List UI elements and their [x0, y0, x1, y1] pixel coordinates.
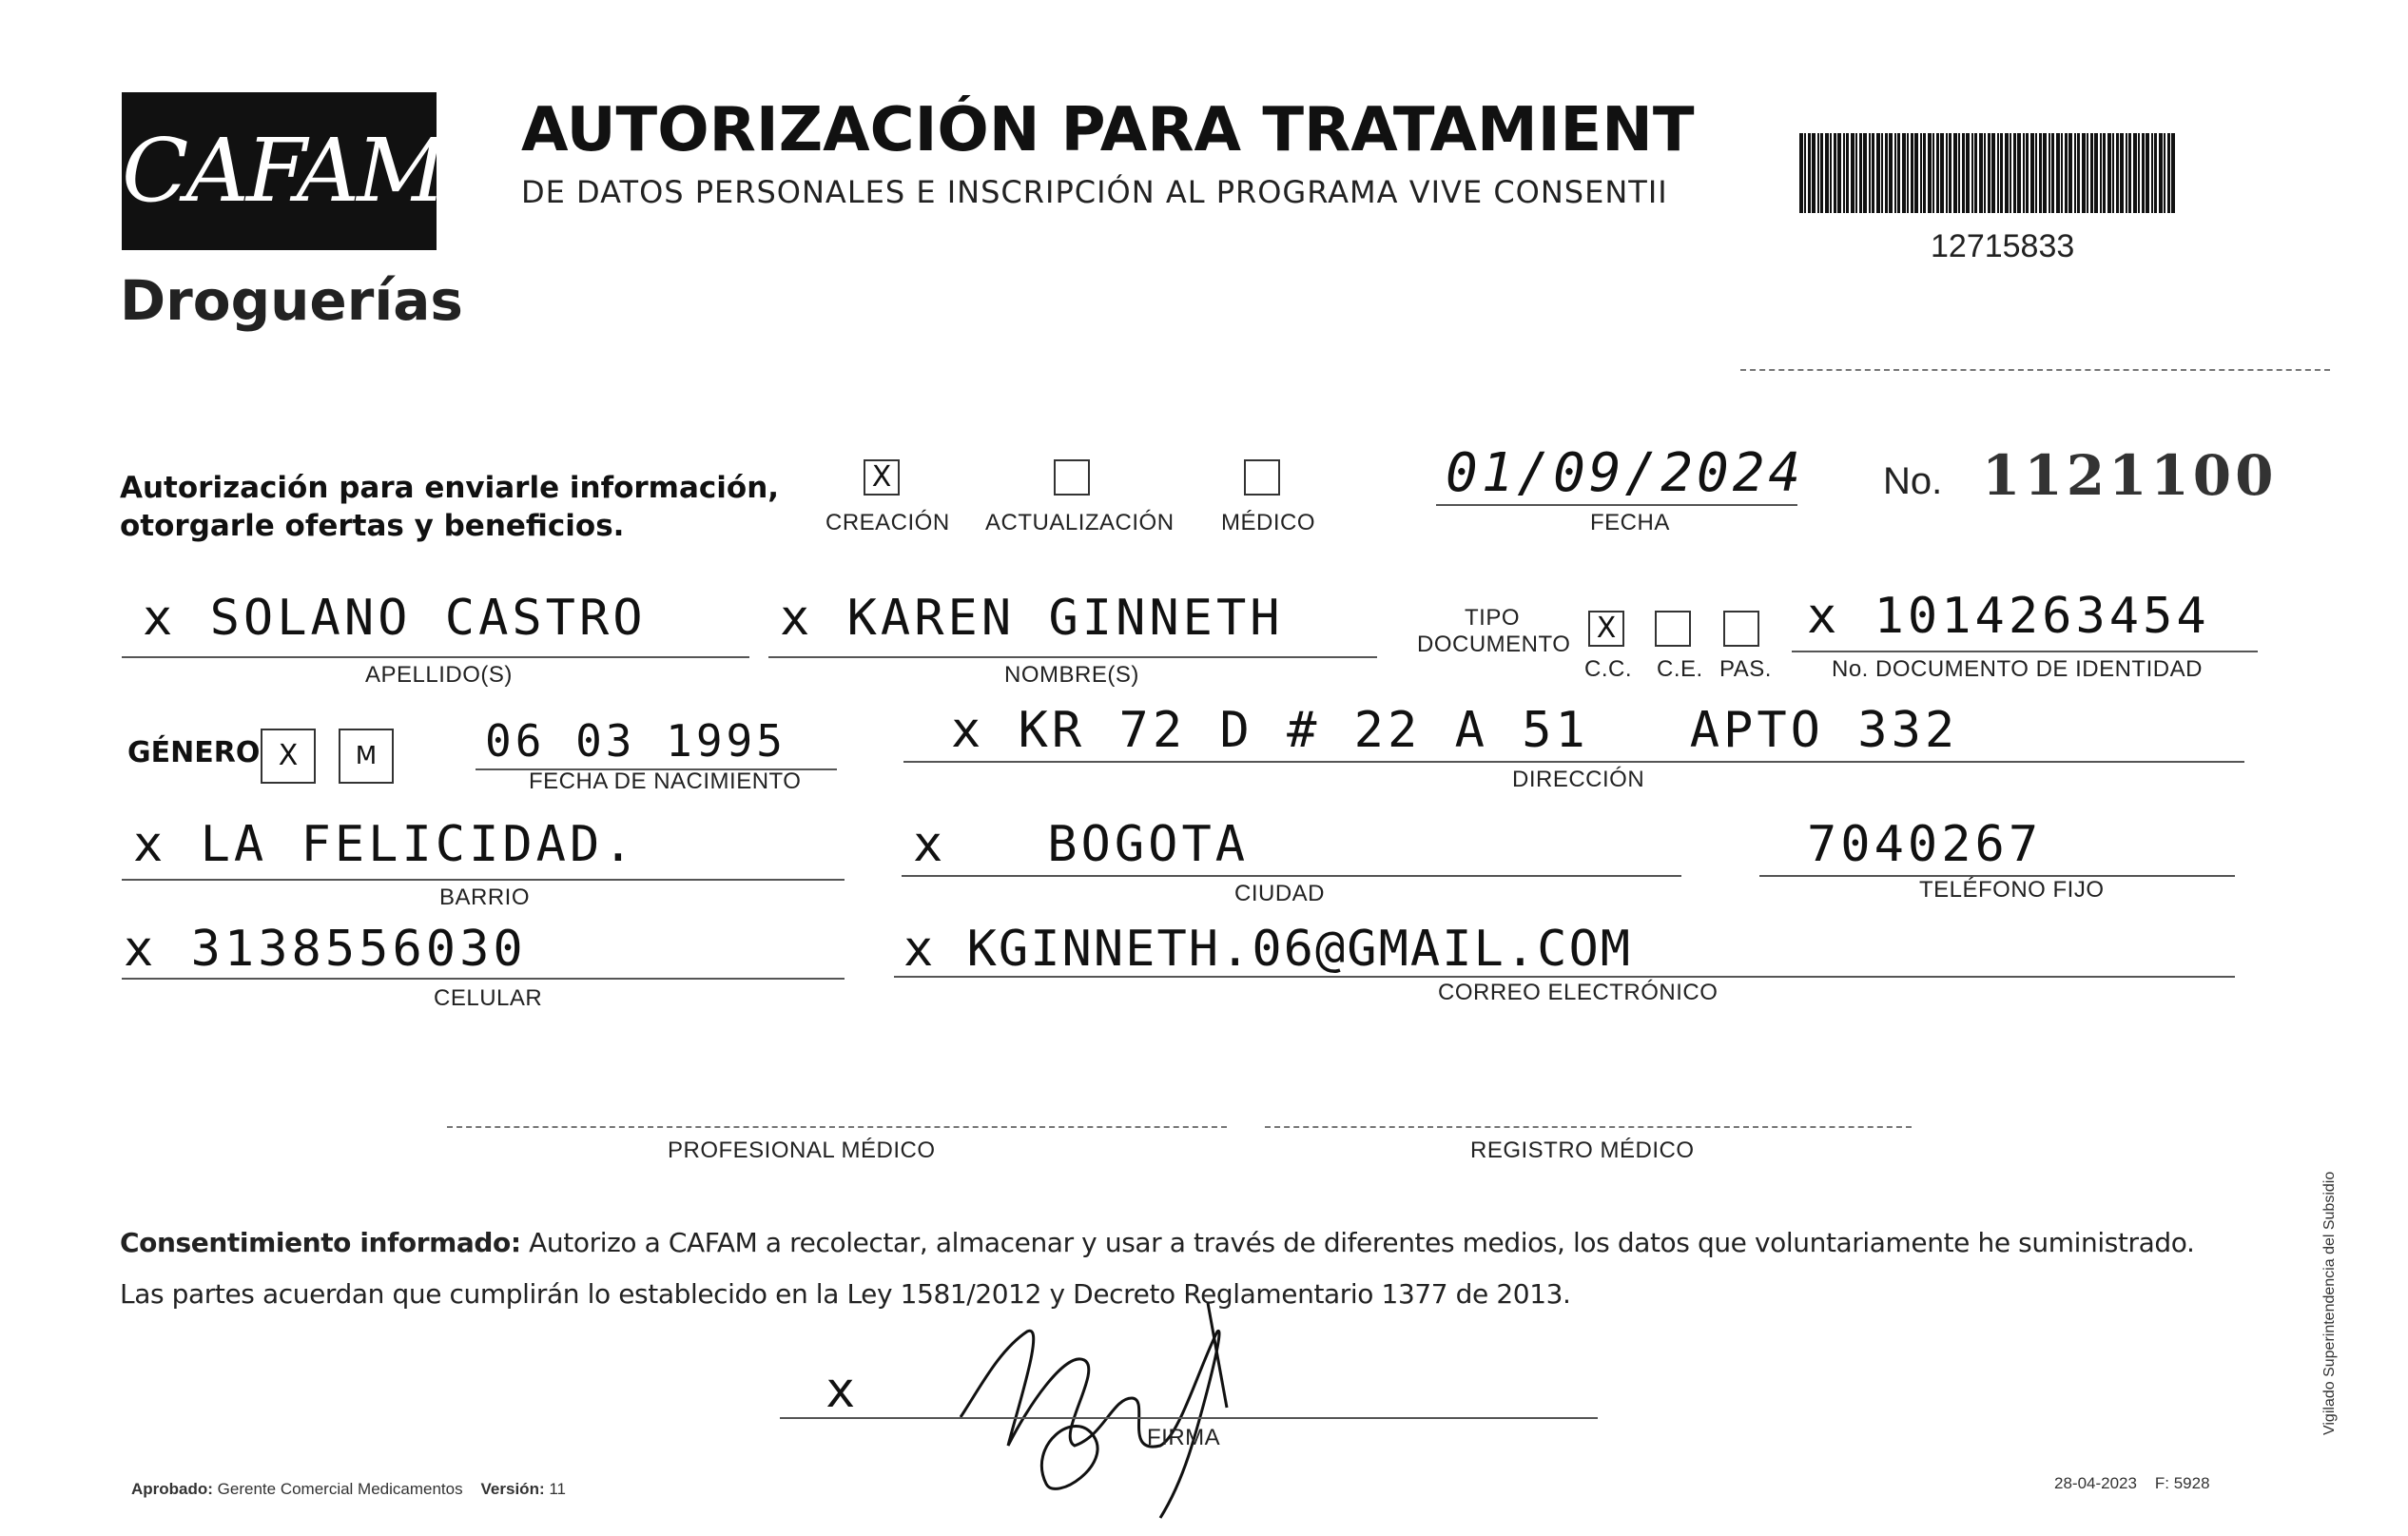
barcode-bar: [1962, 133, 1965, 213]
barcode-number: 12715833: [1931, 228, 2075, 264]
actualizacion-label: ACTUALIZACIÓN: [985, 510, 1175, 535]
barcode-bar: [2023, 133, 2025, 213]
barcode-bar: [1869, 133, 1871, 213]
no-label: No.: [1883, 460, 1943, 502]
direccion-line: [903, 761, 2244, 763]
firma-label: FIRMA: [1147, 1425, 1221, 1450]
footer-codes: [2054, 1474, 2210, 1493]
cc-checkbox[interactable]: X: [1588, 611, 1624, 647]
consent-line-1: Autorizo a CAFAM a recolectar, almacenar y usar a través de diferentes medios, los datos que voluntariamente he suministrado.: [520, 1227, 2195, 1258]
barcode-bar: [2035, 133, 2037, 213]
barcode-bar: [1923, 133, 1926, 213]
barcode-bar: [1863, 133, 1867, 213]
barcode-bar: [2049, 133, 2050, 213]
registro-label: REGISTRO MÉDICO: [1470, 1137, 1695, 1163]
form-title: AUTORIZACIÓN PARA TRATAMIENT: [521, 95, 1695, 165]
barcode-bar: [1881, 133, 1883, 213]
barcode-bar: [2017, 133, 2021, 213]
barrio-line: [122, 879, 845, 881]
barcode-bar: [2159, 133, 2163, 213]
ciudad-line: [902, 875, 1681, 877]
barcode-bar: [2005, 133, 2009, 213]
barcode-bar: [1804, 133, 1806, 213]
actualizacion-checkbox[interactable]: [1054, 459, 1090, 496]
barcode-bar: [1851, 133, 1855, 213]
barcode-bar: [1837, 133, 1841, 213]
barcode-bar: [1971, 133, 1973, 213]
genero-m-checkbox[interactable]: M: [339, 729, 394, 784]
tipo-label: TIPO: [1465, 605, 1521, 631]
barcode-bar: [2151, 133, 2153, 213]
barcode-bar: [1825, 133, 1829, 213]
authorization-text-1: Autorización para enviarle información,: [120, 471, 780, 505]
barcode-bar: [1799, 133, 1803, 213]
documento-type-label: DOCUMENTO: [1417, 632, 1571, 657]
barcode-bar: [2171, 133, 2175, 213]
barcode-bar: [1894, 133, 1896, 213]
version-value: 11: [549, 1480, 567, 1498]
correo-line: [894, 976, 2235, 978]
genero-f-checkbox[interactable]: X: [261, 729, 316, 784]
barcode-bar: [1946, 133, 1948, 213]
correo-label: CORREO ELECTRÓNICO: [1438, 980, 1719, 1005]
fecha-value[interactable]: 01/09/2024: [1446, 442, 1805, 504]
aprobado-value: Gerente Comercial Medicamentos: [217, 1480, 463, 1498]
pas-checkbox[interactable]: [1723, 611, 1759, 647]
fecha-label: FECHA: [1590, 510, 1670, 535]
apellidos-label: APELLIDO(S): [365, 662, 513, 688]
consent-lead: Consentimiento informado:: [120, 1227, 521, 1258]
logo-text: CAFAM: [122, 120, 444, 222]
barcode-bar: [2100, 133, 2102, 213]
date-code: 28-04-2023: [2054, 1474, 2137, 1492]
barcode-bar: [1855, 133, 1857, 213]
barcode-bar: [1897, 133, 1900, 213]
barcode-bar: [2120, 133, 2124, 213]
barcode-bar: [1830, 133, 1832, 213]
barcode-bar: [1928, 133, 1932, 213]
signature-mark: x: [825, 1362, 860, 1419]
ciudad-value[interactable]: x BOGOTA: [913, 816, 1250, 873]
direccion-value[interactable]: x KR 72 D # 22 A 51 APTO 332: [951, 702, 1959, 759]
barcode-bar: [1953, 133, 1957, 213]
medico-checkbox[interactable]: [1244, 459, 1280, 496]
barcode-bar: [2128, 133, 2131, 213]
barcode-bar: [2074, 133, 2076, 213]
barcode-bar: [2164, 133, 2165, 213]
barcode-bar: [2043, 133, 2047, 213]
barcode-bar: [1911, 133, 1913, 213]
nombres-label: NOMBRE(S): [1004, 662, 1139, 688]
creacion-checkbox[interactable]: X: [864, 459, 900, 496]
nacimiento-value[interactable]: 06 03 1995: [485, 715, 786, 767]
barcode-bar: [1984, 133, 1986, 213]
barcode-bar: [2133, 133, 2137, 213]
barcode-bar: [2142, 133, 2145, 213]
ce-label: C.E.: [1657, 656, 1703, 682]
form-code: F: 5928: [2154, 1474, 2210, 1492]
aprobado-label: Aprobado:: [131, 1480, 213, 1498]
registro-line: [1265, 1126, 1912, 1128]
barcode-bar: [2013, 133, 2016, 213]
version-label: Versión:: [480, 1480, 545, 1498]
barcode-bar: [2000, 133, 2003, 213]
barcode-bar: [2056, 133, 2060, 213]
nombres-value[interactable]: x KAREN GINNETH: [780, 590, 1284, 647]
barcode-bar: [1966, 133, 1970, 213]
barcode-bar: [1812, 133, 1816, 213]
consent-line-2: Las partes acuerdan que cumplirán lo establecido en la Ley 1581/2012 y Decreto Reglamentario 1377 de 2013.: [120, 1278, 1571, 1310]
nacimiento-label: FECHA DE NACIMIENTO: [529, 768, 802, 794]
signature-image: [942, 1293, 1284, 1522]
barcode-bar: [2026, 133, 2029, 213]
apellidos-value[interactable]: x SOLANO CASTRO: [143, 590, 647, 647]
documento-value[interactable]: x 1014263454: [1807, 588, 2210, 645]
ce-checkbox[interactable]: [1655, 611, 1691, 647]
genero-label: GÉNERO: [127, 736, 261, 769]
profesional-line: [447, 1126, 1227, 1128]
barcode: [1797, 133, 2178, 213]
brand-subtitle: Droguerías: [120, 268, 463, 333]
barcode-bar: [1914, 133, 1918, 213]
creacion-label: CREACIÓN: [825, 510, 950, 535]
pas-label: PAS.: [1719, 656, 1772, 682]
documento-line: [1792, 651, 2258, 652]
celular-label: CELULAR: [434, 985, 543, 1011]
barcode-bar: [2039, 133, 2042, 213]
barcode-bar: [2138, 133, 2140, 213]
barcode-bar: [2010, 133, 2011, 213]
barrio-value[interactable]: x LA FELICIDAD.: [133, 816, 637, 873]
barcode-bar: [2030, 133, 2034, 213]
barrio-label: BARRIO: [439, 885, 531, 910]
barcode-bar: [2126, 133, 2127, 213]
celular-value[interactable]: x 3138556030: [124, 921, 527, 978]
barcode-bar: [1846, 133, 1849, 213]
barcode-bar: [2103, 133, 2106, 213]
barcode-bar: [1949, 133, 1952, 213]
barcode-bar: [1932, 133, 1934, 213]
barcode-bar: [2051, 133, 2054, 213]
header-rule: [1740, 369, 2330, 371]
profesional-label: PROFESIONAL MÉDICO: [668, 1137, 936, 1163]
barcode-bar: [2116, 133, 2119, 213]
apellidos-line: [122, 656, 749, 658]
barcode-bar: [1988, 133, 1990, 213]
barcode-bar: [2146, 133, 2149, 213]
cafam-logo: [122, 92, 444, 250]
barcode-bar: [1885, 133, 1888, 213]
cc-label: C.C.: [1584, 656, 1632, 682]
barcode-bar: [1872, 133, 1874, 213]
barcode-bar: [2061, 133, 2063, 213]
nombres-line: [768, 656, 1377, 658]
no-value: 1121100: [1982, 443, 2278, 508]
telefono-label: TELÉFONO FIJO: [1919, 877, 2105, 903]
barcode-bar: [1876, 133, 1880, 213]
documento-label: No. DOCUMENTO DE IDENTIDAD: [1832, 656, 2203, 682]
authorization-text-2: otorgarle ofertas y beneficios.: [120, 509, 625, 543]
celular-line: [122, 978, 845, 980]
barcode-bar: [2107, 133, 2111, 213]
barcode-bar: [2082, 133, 2086, 213]
barcode-bar: [1902, 133, 1906, 213]
telefono-value[interactable]: 7040267: [1807, 816, 2043, 873]
barcode-bar: [1936, 133, 1939, 213]
barcode-bar: [1889, 133, 1893, 213]
barcode-bar: [1979, 133, 1983, 213]
barcode-bar: [1940, 133, 1944, 213]
barcode-bar: [1859, 133, 1862, 213]
barcode-bar: [2087, 133, 2088, 213]
barcode-bar: [1920, 133, 1922, 213]
barcode-bar: [2090, 133, 2093, 213]
footer-aprobado: [131, 1480, 566, 1499]
barcode-bar: [2167, 133, 2170, 213]
barcode-bar: [1843, 133, 1845, 213]
barcode-bar: [1997, 133, 1999, 213]
fecha-line: [1436, 504, 1797, 506]
signature-line: [780, 1417, 1598, 1419]
barcode-bar: [1817, 133, 1819, 213]
barcode-bar: [1958, 133, 1960, 213]
barcode-bar: [2094, 133, 2098, 213]
barcode-bar: [1991, 133, 1995, 213]
barcode-bar: [2112, 133, 2114, 213]
barcode-bar: [2154, 133, 2157, 213]
medico-label: MÉDICO: [1221, 510, 1315, 535]
barcode-bar: [1820, 133, 1823, 213]
ciudad-label: CIUDAD: [1234, 881, 1326, 906]
barcode-bar: [1834, 133, 1836, 213]
barcode-bar: [2065, 133, 2068, 213]
barcode-bar: [1808, 133, 1811, 213]
barcode-bar: [2068, 133, 2072, 213]
vertical-side-text: Vigilado Superintendencia del Subsidio: [2321, 1171, 2338, 1435]
barcode-bar: [1907, 133, 1909, 213]
barcode-bar: [1974, 133, 1977, 213]
form-subtitle: DE DATOS PERSONALES E INSCRIPCIÓN AL PROGRAMA VIVE CONSENTII: [521, 174, 1668, 210]
correo-value[interactable]: x KGINNETH.06@GMAIL.COM: [903, 921, 1633, 978]
barcode-bar: [2077, 133, 2080, 213]
direccion-label: DIRECCIÓN: [1512, 767, 1645, 792]
